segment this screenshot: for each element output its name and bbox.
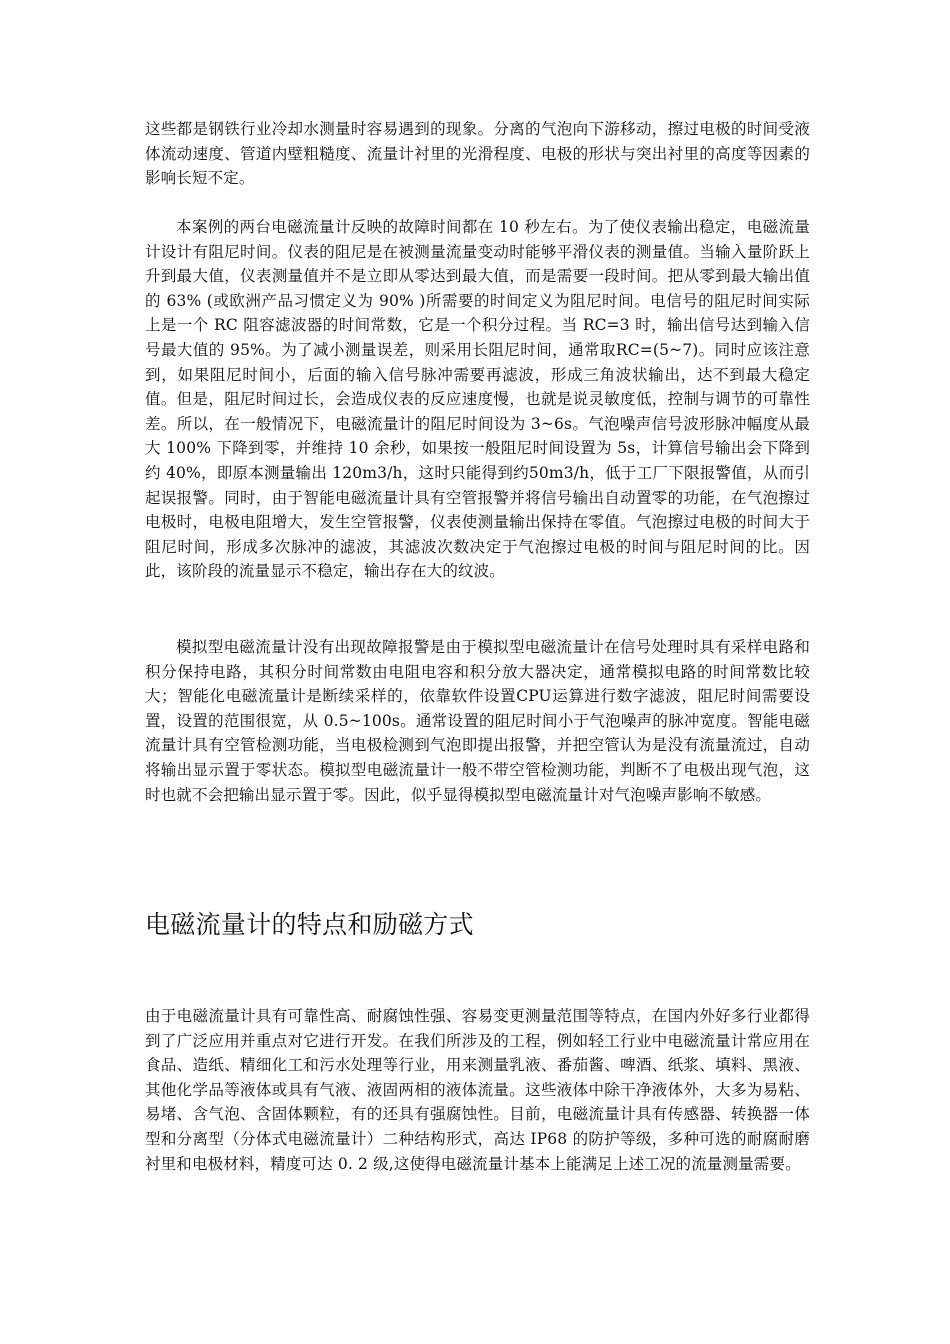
paragraph-features: 由于电磁流量计具有可靠性高、耐腐蚀性强、容易变更测量范围等特点，在国内外好多行业都得到了广泛应用并重点对它进行开发。在我们所涉及的工程，例如轻工行业中电磁流量计常应用在食品、造纸、精细化工和污水处理等行业，用来测量乳液、番茄酱、啤酒、纸浆、填料、黑液、其他化学品等液体或具有气液、液固两相的液体流量。这些液体中除干净液体外，大多为易粘、易堵、含气泡、含固体颗粒，有的还具有强腐蚀性。目前，电磁流量计具有传感器、转换器一体型和分离型（分体式电磁流量计）二种结构形式，高达 IP68 的防护等级，多种可选的耐腐耐磨衬里和电极材料，精度可达 0. 2 级,这使得电磁流量计基本上能满足上述工况的流量测量需要。 xyxy=(145,1007,810,1173)
section-heading: 电磁流量计的特点和励磁方式 xyxy=(145,910,474,939)
paragraph-damping-time: 本案例的两台电磁流量计反映的故障时间都在 10 秒左右。为了使仪表输出稳定，电磁流量计设计有阻尼时间。仪表的阻尼是在被测量流量变动时能够平滑仪表的测量值。当输入量阶跃上升到最大值，仪表测量值并不是立即从零达到最大值，而是需要一段时间。把从零到最大输出值的 63% (或欧洲产品习惯定义为 90% )所需要的时间定义为阻尼时间。电信号的阻尼时间实际上是一个 RC 阻容滤波器的时间常数，它是一个积分过程。当 RC=3 时，输出信号达到输入信号最大值的 95%。为了减小测量误差，则采用长阻尼时间，通常取RC=(5~7)。同时应该注意到，如果阻尼时间小，后面的输入信号脉冲需要再滤波，形成三角波状输出，达不到最大稳定值。但是，阻尼时间过长，会造成仪表的反应速度慢，也就是说灵敏度低，控制与调节的可靠性差。所以，在一般情况下，电磁流量计的阻尼时间设为 3~6s。气泡噪声信号波形脉冲幅度从最大 100% 下降到零，并维持 10 余秒，如果按一般阻尼时间设置为 5s，计算信号输出会下降到约 40%，即原本测量输出 120m3/h，这时只能得到约50m3/h，低于工厂下限报警值，从而引起误报警。同时，由于智能电磁流量计具有空管报警并将信号输出自动置零的功能，在气泡擦过电极时，电极电阻增大，发生空管报警，仪表使测量输出保持在零值。气泡擦过电极的时间大于阻尼时间，形成多次脉冲的滤波，其滤波次数决定于气泡擦过电极的时间与阻尼时间的比。因此，该阶段的流量显示不稳定，输出存在大的纹波。 xyxy=(145,218,810,581)
paragraph-bubble-phenomenon: 这些都是钢铁行业冷却水测量时容易遇到的现象。分离的气泡向下游移动，擦过电极的时间受液体流动速度、管道内壁粗糙度、流量计衬里的光滑程度、电极的形状与突出衬里的高度等因素的影响长短不定。 xyxy=(145,120,810,188)
paragraph-analog-vs-smart: 模拟型电磁流量计没有出现故障报警是由于模拟型电磁流量计在信号处理时具有采样电路和积分保持电路，其积分时间常数由电阻电容和积分放大器决定，通常模拟电路的时间常数比较大；智能化电磁流量计是断续采样的，依靠软件设置CPU运算进行数字滤波，阻尼时间需要设置，设置的范围很宽，从 0.5~100s。通常设置的阻尼时间小于气泡噪声的脉冲宽度。智能电磁流量计具有空管检测功能，当电极检测到气泡即提出报警，并把空管认为是没有流量流过，自动将输出显示置于零状态。模拟型电磁流量计一般不带空管检测功能，判断不了电极出现气泡，这时也就不会把输出显示置于零。因此，似乎显得模拟型电磁流量计对气泡噪声影响不敏感。 xyxy=(145,638,810,804)
